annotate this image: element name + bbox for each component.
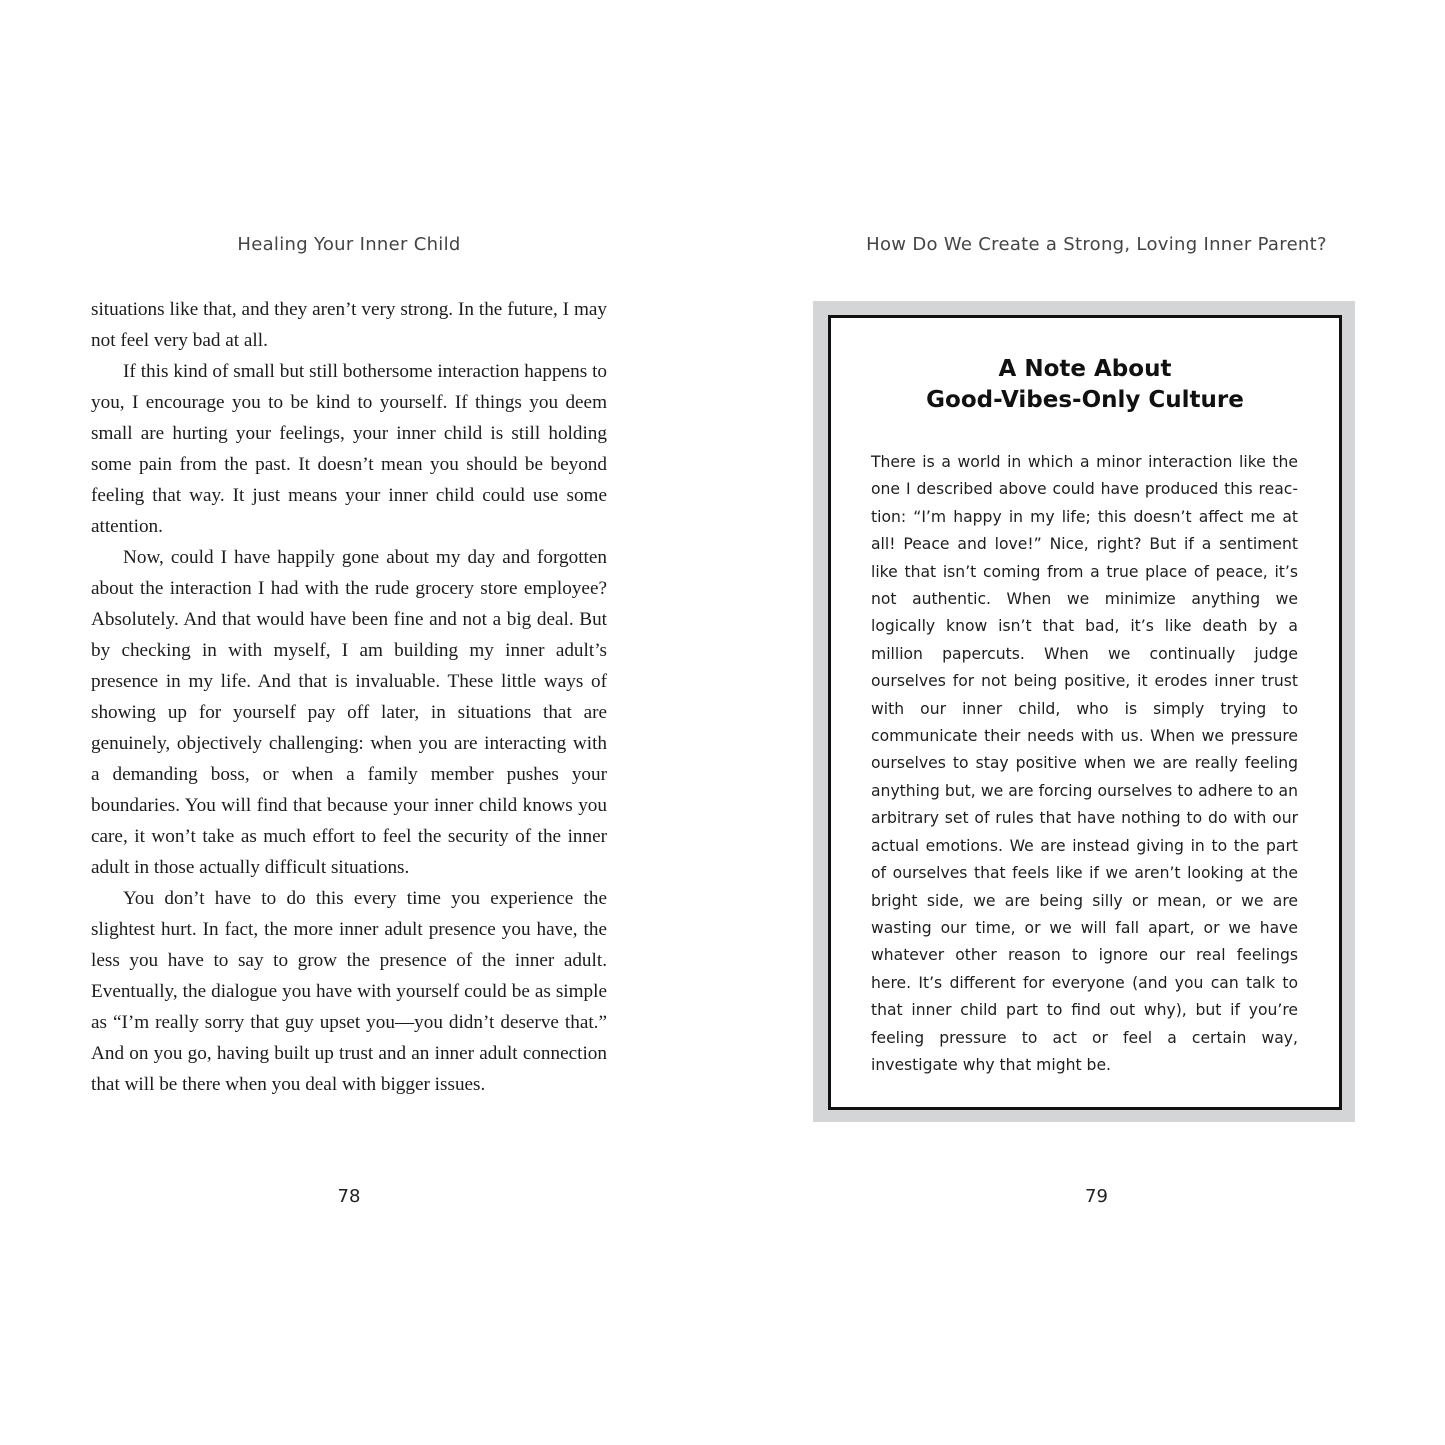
sidebar-box — [828, 315, 1342, 1110]
page-number-right: 79 — [1085, 1186, 1108, 1207]
sidebar-title — [831, 354, 1339, 416]
body-text — [91, 294, 607, 1100]
paragraph-3: Now, could I have happily gone about my day and forgotten about the interaction I had with the rude grocery store employee? Absolutely. And that would have been fine and not a big deal. But by checking in with myself, I am building my inner adult’s presence in my life. And that is invaluable. These little ways of showing up for yourself pay off later, in situations that are genuinely, objectively challenging: when you are interacting with a demanding boss, or when a family member pushes your boundaries. You will find that because your inner child knows you care, it won’t take as much effort to feel the security of the inner adult in those actually difficult situations. — [91, 547, 607, 878]
paragraph-1: situations like that, and they aren’t very strong. In the future, I may not feel very bad at all. — [91, 299, 607, 351]
paragraph-4: You don’t have to do this every time you experience the slightest hurt. In fact, the more inner adult presence you have, the less you have to say to grow the presence of the inner adult. Eventually, the dialogue you have with yourself could be as simple as “I’m really sorry that guy upset you—you didn’t deserve that.” And on you go, having built up trust and an inner adult connection that will be there when you deal with bigger issues. — [91, 888, 607, 1095]
sidebar-title-line-1: A Note About — [998, 356, 1172, 382]
running-head-left: Healing Your Inner Child — [237, 234, 461, 255]
running-head-right: How Do We Create a Strong, Loving Inner Parent? — [866, 234, 1327, 255]
page-number-left: 78 — [337, 1186, 361, 1207]
sidebar-title-line-2: Good-Vibes-Only Culture — [926, 387, 1244, 413]
sidebar-text: There is a world in which a minor interaction like the one I described above could have produced this reaction: “I’m happy in my life; this doesn’t affect me at all! Peace and love!” Nice, right? But if a sentiment like that isn’t coming from a true place of peace, it’s not authentic. When we minimize anything we logically know isn’t that bad, it’s like death by a million papercuts. When we continually judge ourselves for not being positive, it erodes inner trust with our inner child, who is simply trying to communicate their needs with us. When we pressure ourselves to stay positive when we are really feeling anything but, we are forcing ourselves to adhere to an arbitrary set of rules that have nothing to do with our actual emotions. We are instead giving in to the part of ourselves that feels like if we aren’t looking at the bright side, we are being silly or mean, or we are wasting our time, or we will fall apart, or we have whatever other reason to ignore our real feelings here. It’s different for everyone (and you can talk to that inner child part to find out why), but if you’re feeling pressure to act or feel a certain way, investigate why that might be. — [871, 453, 1298, 1074]
right-page — [722, 0, 1445, 1445]
paragraph-2: If this kind of small but still bothersome interaction happens to you, I encourage you to be kind to yourself. If things you deem small are hurting your feelings, your inner child is still holding some pain from the past. It doesn’t mean you should be beyond feeling that way. It just means your inner child could use some attention. — [91, 361, 607, 537]
sidebar-shadow-frame — [813, 301, 1355, 1122]
left-page — [0, 0, 722, 1445]
